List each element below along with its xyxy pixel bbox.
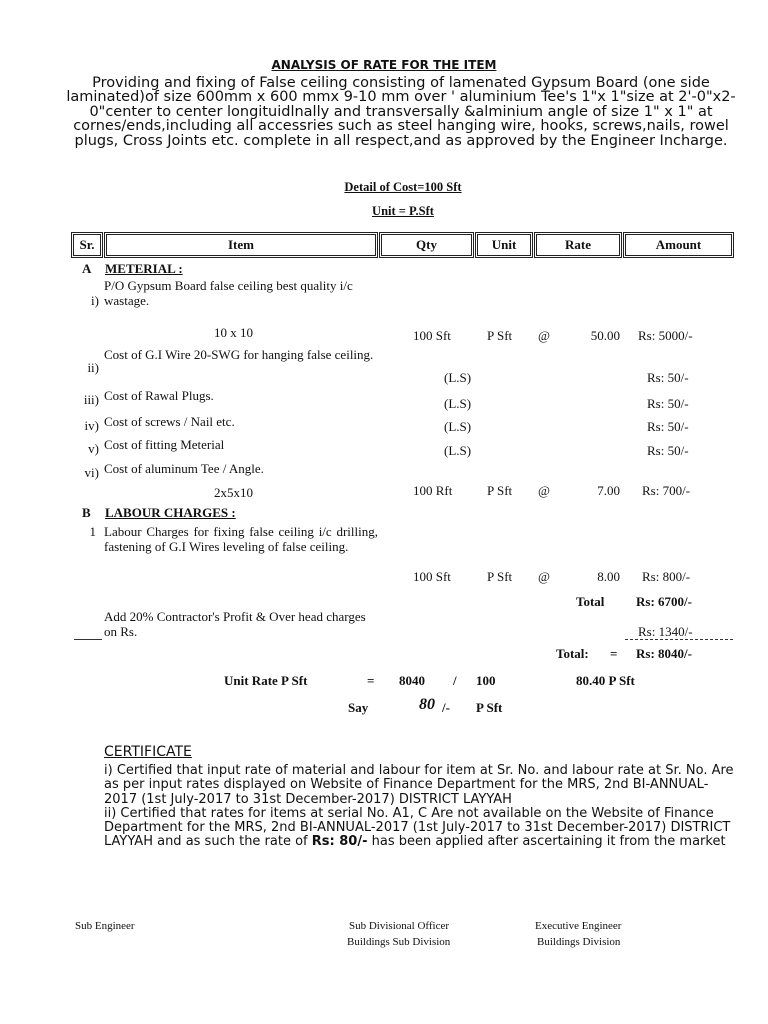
grand-total-label: Total: [556, 646, 589, 661]
row-v-item: Cost of fitting Meterial [104, 437, 225, 452]
row-i-calc: 10 x 10 [214, 325, 253, 340]
unit-rate-den: 100 [476, 673, 496, 688]
unit-rate-slash: / [453, 673, 457, 688]
row-1-no: 1 [89, 524, 96, 539]
say-unit: P Sft [476, 700, 503, 715]
row-i-item: P/O Gypsum Board false ceiling best quality i/c wastage. [104, 278, 353, 308]
row-i-unit: P Sft [487, 328, 513, 343]
signature-xen-office: Buildings Division [537, 936, 621, 948]
row-ii-no: ii) [87, 360, 99, 375]
signature-sdo: Sub Divisional Officer [349, 920, 450, 932]
unit-rate-eq: = [367, 673, 375, 688]
row-1-at: @ [538, 569, 550, 584]
row-i-no: i) [91, 293, 99, 308]
row-i-qty: 100 Sft [413, 328, 451, 343]
row-iv-qty: (L.S) [444, 419, 472, 434]
header-amount: Amount [623, 232, 734, 258]
unit-rate-result: 80.40 P Sft [576, 673, 635, 688]
row-vi-unit: P Sft [487, 483, 513, 498]
row-1-item: Labour Charges for fixing false ceiling i/c drilling, fastening of G.I Wires leveling of false ceiling. [104, 524, 378, 554]
certificate-body [104, 764, 734, 850]
certificate-title: CERTIFICATE [104, 744, 192, 760]
row-vi-qty: 100 Rft [413, 483, 453, 498]
row-vi-at: @ [538, 483, 550, 498]
header-qty: Qty [379, 232, 474, 258]
signature-xen: Executive Engineer [535, 920, 622, 932]
profit-amount: Rs: 1340/- [638, 624, 693, 639]
header-sr: Sr. [71, 232, 103, 258]
certificate-p2-end: has been applied after ascertaining it from the market [371, 834, 726, 850]
row-1-amount: Rs: 800/- [642, 569, 691, 584]
row-iii-no: iii) [83, 392, 99, 407]
certificate-p2-rate: Rs: 80/- [311, 834, 368, 850]
certificate-p2-start: ii) Certified that rates for items at serial No. A1, C Are not available on the Website of Finance Department for the MRS, 2nd BI-ANNUAL-2017 (1st July-2017 to 31st December-2017) DISTRICT LAYYAH and as such the rate of [104, 805, 731, 850]
header-unit: Unit [475, 232, 533, 258]
page-title: ANALYSIS OF RATE FOR THE ITEM [271, 58, 497, 72]
section-b-letter: B [82, 505, 91, 520]
row-iii-qty: (L.S) [444, 396, 472, 411]
row-vi-calc: 2x5x10 [214, 485, 253, 500]
header-item: Item [104, 232, 378, 258]
row-iv-amount: Rs: 50/- [647, 419, 689, 434]
unit-rate-num: 8040 [399, 673, 425, 688]
say-label: Say [348, 700, 369, 715]
row-iv-no: iv) [84, 418, 99, 433]
row-vi-item: Cost of aluminum Tee / Angle. [104, 461, 264, 476]
row-vi-no: vi) [84, 465, 99, 480]
header-rate: Rate [534, 232, 622, 258]
signature-sub-engineer: Sub Engineer [75, 920, 135, 932]
profit-dashed-rule [625, 639, 733, 640]
row-v-qty: (L.S) [444, 443, 472, 458]
row-i-at: @ [538, 328, 550, 343]
total-amount: Rs: 6700/- [636, 594, 692, 609]
grand-total-eq: = [610, 646, 618, 661]
unit-rate-label: Unit Rate P Sft [224, 673, 308, 688]
section-b-title: LABOUR CHARGES : [105, 505, 236, 520]
row-vi-amount: Rs: 700/- [642, 483, 691, 498]
row-iii-amount: Rs: 50/- [647, 396, 689, 411]
row-i-amount: Rs: 5000/- [638, 328, 693, 343]
profit-rule [74, 639, 102, 640]
item-description: Providing and fixing of False ceiling consisting of lamenated Gypsum Board (one side laminated)of size 600mm x 600 mmx 9-10 mm over ' aluminium Tee's 1"x 1"size at 2'-0"x2-0"center to center longituidlnally and transversally &alminium angle of size 1" x 1" at cornes/ends,including all accessries such as steel hanging wire, hooks, screws,nails, rowel plugs, Cross Joints etc. complete in all respect,and as approved by the Engineer Incharge. [66, 75, 736, 149]
say-suffix: /- [442, 700, 450, 715]
row-ii-qty: (L.S) [444, 370, 472, 385]
detail-of-cost: Detail of Cost=100 Sft [344, 180, 462, 194]
signature-sdo-office: Buildings Sub Division [347, 936, 451, 948]
row-i-rate: 50.00 [590, 328, 620, 343]
section-a-letter: A [82, 261, 92, 276]
unit-label: Unit = P.Sft [372, 204, 434, 218]
section-a-title: METERIAL : [105, 261, 183, 276]
total-label: Total [576, 594, 605, 609]
row-1-qty: 100 Sft [413, 569, 451, 584]
row-v-amount: Rs: 50/- [647, 443, 689, 458]
row-iv-item: Cost of screws / Nail etc. [104, 414, 235, 429]
profit-text: Add 20% Contractor's Profit & Over head charges on Rs. [104, 609, 366, 639]
grand-total-amount: Rs: 8040/- [636, 646, 692, 661]
certificate-paragraph-2 [104, 807, 734, 850]
row-1-unit: P Sft [487, 569, 513, 584]
row-iii-item: Cost of Rawal Plugs. [104, 388, 214, 403]
row-vi-rate: 7.00 [597, 483, 620, 498]
certificate-paragraph-1: i) Certified that input rate of material and labour for item at Sr. No. and labour rate at Sr. No. Are as per input rates displayed on Website of Finance Department for the MRS, 2nd BI-ANNUAL-2017 (1st July-2017 to 31st December-2017) DISTRICT LAYYAH [104, 763, 734, 807]
say-value: 80 [419, 696, 435, 713]
row-ii-amount: Rs: 50/- [647, 370, 689, 385]
row-v-no: v) [88, 441, 99, 456]
row-ii-item: Cost of G.I Wire 20-SWG for hanging false ceiling. [104, 347, 374, 362]
row-1-rate: 8.00 [597, 569, 620, 584]
